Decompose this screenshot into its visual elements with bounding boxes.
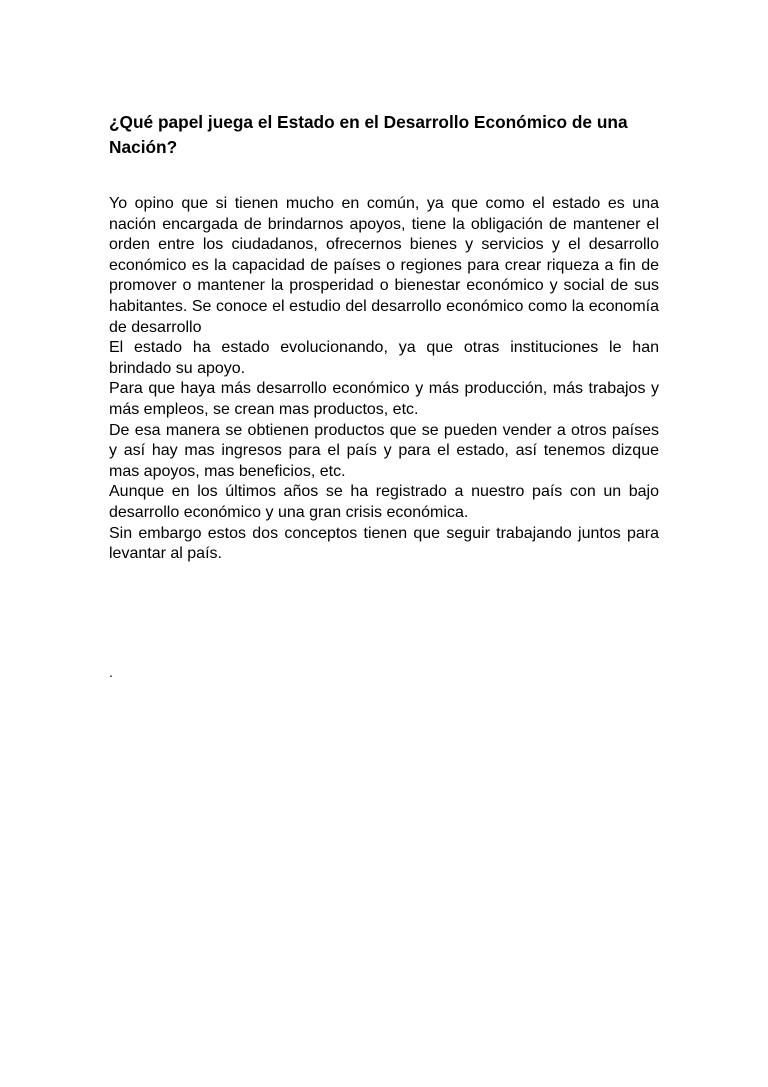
trailing-period: . <box>109 664 113 680</box>
document-title: ¿Qué papel juega el Estado en el Desarrollo Económico de una Nación? <box>109 112 628 157</box>
document-body <box>109 194 659 565</box>
paragraph: Yo opino que si tienen mucho en común, ya que como el estado es una nación encargada de brindarnos apoyos, tiene la obligación de mantener el orden entre los ciudadanos, ofrecernos bienes y servicios y el desarrollo económico es la capacidad de países o regiones para crear riqueza a fin de promover o mantener la prosperidad o bienestar económico y social de sus habitantes. Se conoce el estudio del desarrollo económico como la economía de desarrollo <box>109 195 659 336</box>
paragraph: Para que haya más desarrollo económico y más producción, más trabajos y más empleos, se crean mas productos, etc. <box>109 380 659 418</box>
paragraph: De esa manera se obtienen productos que se pueden vender a otros países y así hay mas ingresos para el país y para el estado, así tenemos dizque mas apoyos, mas beneficios, etc. <box>109 421 659 480</box>
paragraph: El estado ha estado evolucionando, ya que otras instituciones le han brindado su apoyo. <box>109 339 659 377</box>
paragraph: Aunque en los últimos años se ha registrado a nuestro país con un bajo desarrollo económico y una gran crisis económica. <box>109 483 659 521</box>
paragraph: Sin embargo estos dos conceptos tienen que seguir trabajando juntos para levantar al país. <box>109 524 659 563</box>
